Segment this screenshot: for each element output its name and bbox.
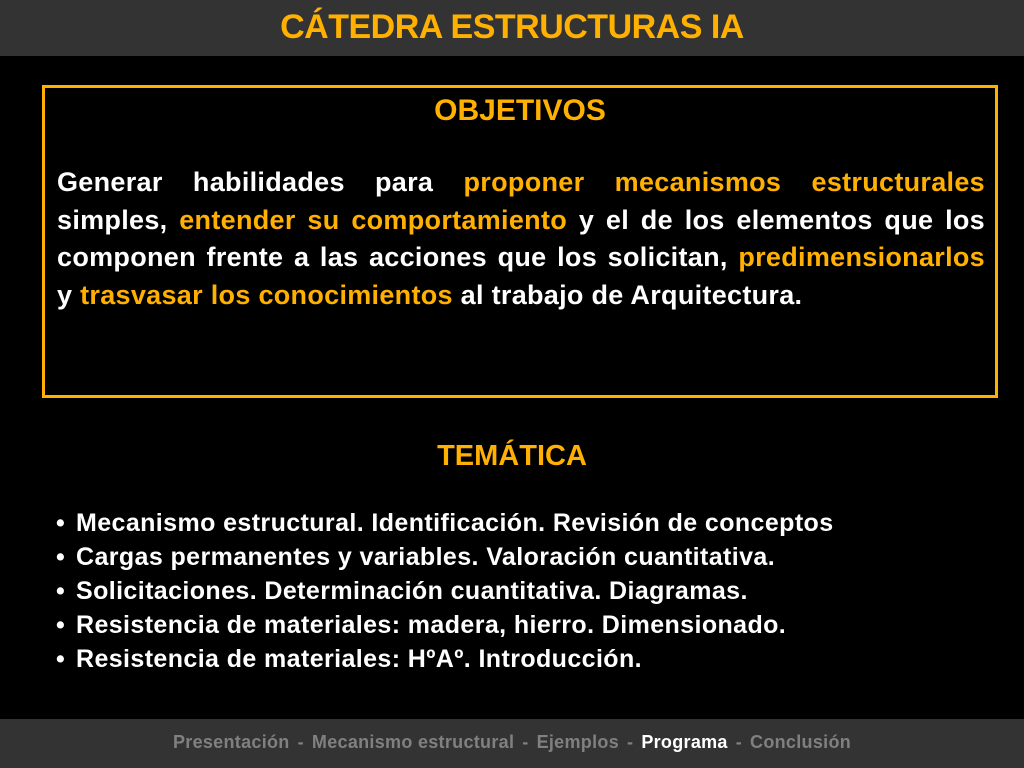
nav-separator: - <box>297 732 304 752</box>
objetivos-box <box>42 85 998 398</box>
objetivos-segment: al trabajo de Arquitectura. <box>452 279 803 310</box>
list-item <box>56 574 1006 608</box>
bullet-icon: • <box>56 509 66 537</box>
objetivos-segment: y el de los elementos que los componen frente a las acciones que los solicitan, <box>57 204 985 272</box>
nav-link-ejemplos[interactable]: Ejemplos <box>536 732 620 752</box>
objetivos-segment: Generar habilidades para <box>57 167 464 197</box>
bullet-icon: • <box>56 577 66 605</box>
list-item <box>56 608 1006 642</box>
bullet-icon: • <box>56 543 66 571</box>
list-item-text: Solicitaciones. Determinación cuantitativa. Diagramas. <box>76 577 748 605</box>
list-item-text: Resistencia de materiales: madera, hierro. Dimensionado. <box>76 611 787 639</box>
objetivos-segment: simples, <box>57 204 180 235</box>
nav-link-conclusion[interactable]: Conclusión <box>750 732 852 752</box>
objetivos-highlight: entender su comportamiento <box>179 204 568 235</box>
objetivos-highlight: predimensionarlos <box>738 242 985 272</box>
footer-bar <box>0 719 1024 768</box>
tematica-heading: TEMÁTICA <box>437 440 587 472</box>
nav-link-mecanismo-estructural[interactable]: Mecanismo estructural <box>311 732 515 752</box>
nav-separator: - <box>522 732 529 752</box>
objetivos-highlight: proponer mecanismos estructurales <box>463 167 985 197</box>
list-item-text: Resistencia de materiales: HºAº. Introducción. <box>76 645 642 673</box>
list-item-text: Mecanismo estructural. Identificación. Revisión de conceptos <box>76 509 834 537</box>
slide-title: CÁTEDRA ESTRUCTURAS IA <box>280 8 744 46</box>
objetivos-segment: y <box>57 279 81 310</box>
list-item-text: Cargas permanentes y variables. Valoración cuantitativa. <box>76 543 776 571</box>
nav-separator: - <box>735 732 743 752</box>
list-item <box>56 540 1006 574</box>
nav-separator: - <box>627 732 634 752</box>
list-item <box>56 642 1006 676</box>
objetivos-heading: OBJETIVOS <box>434 94 606 127</box>
bullet-icon: • <box>56 645 66 673</box>
objetivos-highlight: trasvasar los conocimientos <box>80 279 453 310</box>
footer-nav <box>173 732 851 753</box>
header-bar <box>0 0 1024 56</box>
objetivos-text <box>57 164 985 314</box>
nav-link-presentacion[interactable]: Presentación <box>172 732 290 752</box>
nav-link-programa[interactable]: Programa <box>641 732 728 752</box>
list-item <box>56 506 1006 540</box>
bullet-icon: • <box>56 611 66 639</box>
tematica-list <box>56 506 1006 676</box>
